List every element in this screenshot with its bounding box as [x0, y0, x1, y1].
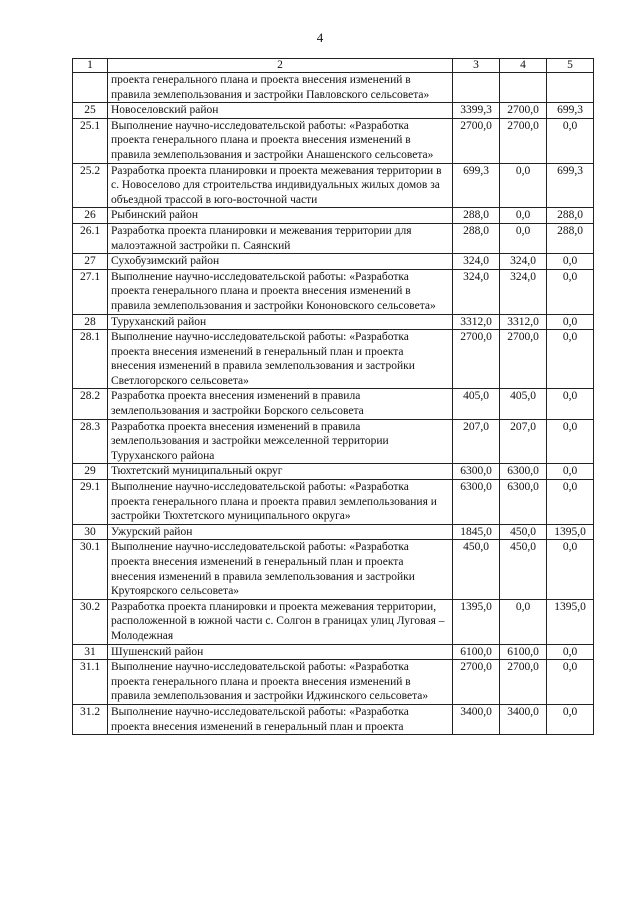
- row-description: Рыбинский район: [108, 208, 453, 224]
- row-number: 28.2: [73, 389, 108, 419]
- row-value-col4: 2700,0: [500, 660, 547, 705]
- row-number: 31: [73, 644, 108, 660]
- row-value-col5: 0,0: [547, 330, 594, 389]
- row-value-col3: 6100,0: [453, 644, 500, 660]
- row-number: 30.1: [73, 540, 108, 599]
- table-row: [73, 73, 594, 103]
- row-value-col3: 2700,0: [453, 330, 500, 389]
- row-number: 29.1: [73, 480, 108, 525]
- row-value-col5: 1395,0: [547, 524, 594, 540]
- row-value-col4: 3400,0: [500, 704, 547, 734]
- row-value-col3: 3400,0: [453, 704, 500, 734]
- row-description: Шушенский район: [108, 644, 453, 660]
- row-value-col4: 405,0: [500, 389, 547, 419]
- table-row: [73, 208, 594, 224]
- table-row: [73, 464, 594, 480]
- row-number: 25.2: [73, 163, 108, 208]
- row-value-col3: 450,0: [453, 540, 500, 599]
- row-value-col5: 699,3: [547, 163, 594, 208]
- table-row: [73, 660, 594, 705]
- table-row: [73, 480, 594, 525]
- column-header: 1: [73, 59, 108, 73]
- row-description: проекта генерального плана и проекта внесения изменений в правила землепользования и застройки Павловского сельсовета»: [108, 73, 453, 103]
- column-header: 3: [453, 59, 500, 73]
- row-value-col3: 2700,0: [453, 660, 500, 705]
- row-number: 31.1: [73, 660, 108, 705]
- row-number: 25.1: [73, 118, 108, 163]
- row-value-col4: 0,0: [500, 163, 547, 208]
- row-description: Выполнение научно-исследовательской работы: «Разработка проекта внесения изменений в генеральный план и проекта: [108, 704, 453, 734]
- row-value-col3: 405,0: [453, 389, 500, 419]
- table-row: [73, 163, 594, 208]
- row-value-col3: [453, 73, 500, 103]
- table-row: [73, 223, 594, 253]
- row-value-col4: 6300,0: [500, 464, 547, 480]
- row-value-col5: 0,0: [547, 660, 594, 705]
- table-row: [73, 314, 594, 330]
- row-value-col3: 288,0: [453, 208, 500, 224]
- row-value-col4: 3312,0: [500, 314, 547, 330]
- table-row: [73, 254, 594, 270]
- row-value-col4: 0,0: [500, 223, 547, 253]
- budget-table: [72, 58, 594, 735]
- table-row: [73, 524, 594, 540]
- row-value-col3: 207,0: [453, 419, 500, 464]
- row-value-col3: 6300,0: [453, 480, 500, 525]
- row-description: Разработка проекта планировки и проекта межевания территории в с. Новоселово для строительства индивидуальных жилых домов за объездной трассой в юго-восточной части: [108, 163, 453, 208]
- row-value-col3: 3399,3: [453, 103, 500, 119]
- row-description: Выполнение научно-исследовательской работы: «Разработка проекта генерального плана и проекта внесения изменений в правила землепользования и застройки Кононовского сельсовета»: [108, 269, 453, 314]
- row-description: Выполнение научно-исследовательской работы: «Разработка проекта внесения изменений в генеральный план и проекта внесения изменений в правила землепользования и застройки Крутоярского сельсовета»: [108, 540, 453, 599]
- row-value-col4: 324,0: [500, 254, 547, 270]
- row-value-col5: 0,0: [547, 118, 594, 163]
- row-value-col3: 2700,0: [453, 118, 500, 163]
- row-description: Тюхтетский муниципальный округ: [108, 464, 453, 480]
- row-value-col5: 0,0: [547, 314, 594, 330]
- row-value-col5: 0,0: [547, 704, 594, 734]
- table-row: [73, 269, 594, 314]
- row-value-col4: 2700,0: [500, 103, 547, 119]
- table-body: [73, 59, 594, 735]
- row-value-col3: 3312,0: [453, 314, 500, 330]
- row-value-col5: 288,0: [547, 208, 594, 224]
- row-value-col5: 0,0: [547, 269, 594, 314]
- row-description: Разработка проекта внесения изменений в правила землепользования и застройки Борского сельсовета: [108, 389, 453, 419]
- row-value-col5: 1395,0: [547, 599, 594, 644]
- row-value-col3: 324,0: [453, 269, 500, 314]
- table-row: [73, 419, 594, 464]
- row-number: 30: [73, 524, 108, 540]
- row-value-col4: 2700,0: [500, 118, 547, 163]
- row-value-col5: 0,0: [547, 480, 594, 525]
- row-number: 27.1: [73, 269, 108, 314]
- table-row: [73, 118, 594, 163]
- row-value-col5: 0,0: [547, 419, 594, 464]
- table-row: [73, 540, 594, 599]
- row-description: Выполнение научно-исследовательской работы: «Разработка проекта генерального плана и проекта внесения изменений в правила землепользования и застройки Иджинского сельсовета»: [108, 660, 453, 705]
- row-description: Разработка проекта планировки и межевания территории для малоэтажной застройки п. Саянский: [108, 223, 453, 253]
- row-value-col4: 207,0: [500, 419, 547, 464]
- row-number: 26: [73, 208, 108, 224]
- table-row: [73, 704, 594, 734]
- row-value-col3: 288,0: [453, 223, 500, 253]
- row-value-col4: 450,0: [500, 540, 547, 599]
- row-value-col3: 1845,0: [453, 524, 500, 540]
- column-header: 2: [108, 59, 453, 73]
- row-value-col4: 0,0: [500, 208, 547, 224]
- table-row: [73, 599, 594, 644]
- page-number: 4: [316, 30, 324, 45]
- row-description: Новоселовский район: [108, 103, 453, 119]
- row-value-col3: 1395,0: [453, 599, 500, 644]
- row-number: 26.1: [73, 223, 108, 253]
- row-value-col4: 2700,0: [500, 330, 547, 389]
- table-row: [73, 330, 594, 389]
- row-value-col5: 0,0: [547, 644, 594, 660]
- row-description: Сухобузимский район: [108, 254, 453, 270]
- row-value-col5: 288,0: [547, 223, 594, 253]
- row-value-col3: 324,0: [453, 254, 500, 270]
- row-value-col5: 699,3: [547, 103, 594, 119]
- row-value-col4: 450,0: [500, 524, 547, 540]
- row-value-col4: [500, 73, 547, 103]
- row-number: [73, 73, 108, 103]
- row-description: Ужурский район: [108, 524, 453, 540]
- row-description: Разработка проекта планировки и проекта межевания территории, расположенной в южной части с. Солгон в границах улиц Луговая – Молодежная: [108, 599, 453, 644]
- row-description: Разработка проекта внесения изменений в правила землепользования и застройки межселенной территории Туруханского района: [108, 419, 453, 464]
- row-value-col3: 699,3: [453, 163, 500, 208]
- row-number: 29: [73, 464, 108, 480]
- table-row: [73, 103, 594, 119]
- row-value-col5: 0,0: [547, 254, 594, 270]
- row-value-col5: [547, 73, 594, 103]
- row-number: 28.1: [73, 330, 108, 389]
- table-row: [73, 389, 594, 419]
- row-value-col3: 6300,0: [453, 464, 500, 480]
- row-number: 25: [73, 103, 108, 119]
- row-value-col4: 324,0: [500, 269, 547, 314]
- row-number: 31.2: [73, 704, 108, 734]
- row-number: 30.2: [73, 599, 108, 644]
- row-description: Туруханский район: [108, 314, 453, 330]
- row-description: Выполнение научно-исследовательской работы: «Разработка проекта генерального плана и проекта правил землепользования и застройки Тюхтетского муниципального округа»: [108, 480, 453, 525]
- row-number: 28: [73, 314, 108, 330]
- row-value-col5: 0,0: [547, 389, 594, 419]
- column-header: 4: [500, 59, 547, 73]
- row-value-col4: 6100,0: [500, 644, 547, 660]
- row-number: 27: [73, 254, 108, 270]
- table-row: [73, 644, 594, 660]
- row-number: 28.3: [73, 419, 108, 464]
- row-description: Выполнение научно-исследовательской работы: «Разработка проекта генерального плана и проекта внесения изменений в правила землепользования и застройки Анашенского сельсовета»: [108, 118, 453, 163]
- row-value-col5: 0,0: [547, 540, 594, 599]
- table-header-row: [73, 59, 594, 73]
- row-description: Выполнение научно-исследовательской работы: «Разработка проекта внесения изменений в генеральный план и проекта внесения изменений в правила землепользования и застройки Светлогорского сельсовета»: [108, 330, 453, 389]
- column-header: 5: [547, 59, 594, 73]
- row-value-col4: 6300,0: [500, 480, 547, 525]
- row-value-col5: 0,0: [547, 464, 594, 480]
- row-value-col4: 0,0: [500, 599, 547, 644]
